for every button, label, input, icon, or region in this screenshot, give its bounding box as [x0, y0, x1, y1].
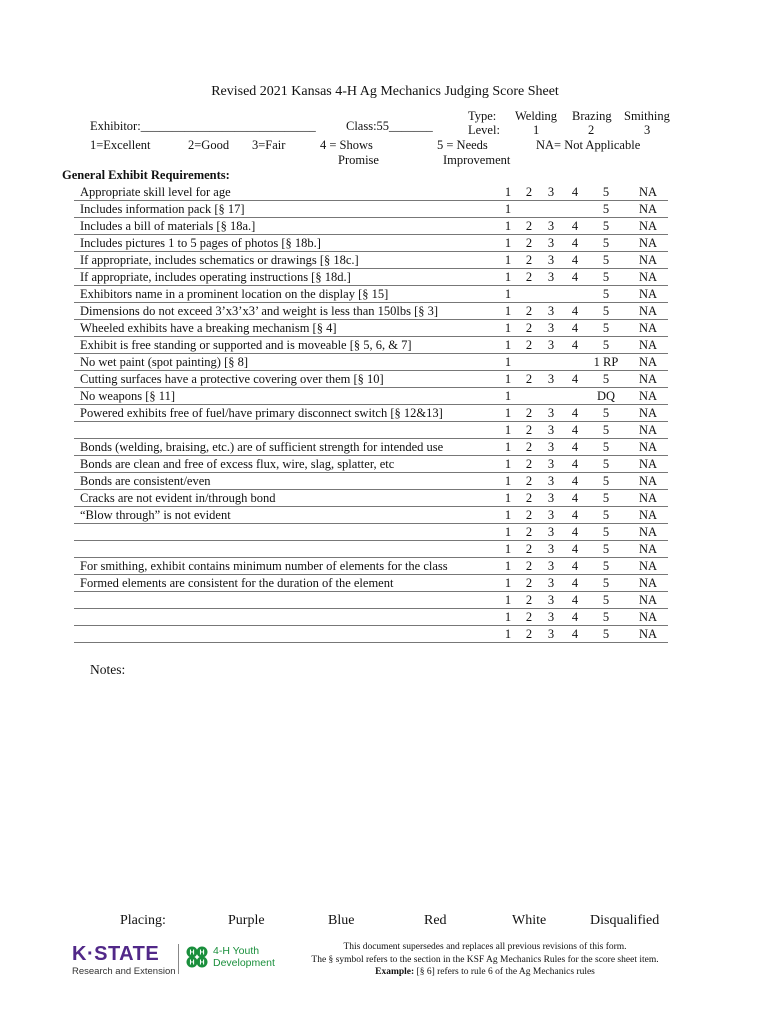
score-option: NA	[638, 338, 658, 352]
score-option: 1	[504, 338, 512, 352]
criterion-label: Powered exhibits free of fuel/have primary disconnect switch [§ 12&13]	[80, 406, 443, 420]
score-option: 5	[602, 423, 610, 437]
score-option: NA	[638, 593, 658, 607]
score-row	[74, 371, 668, 388]
score-option: 5	[602, 457, 610, 471]
score-option: 4	[571, 440, 579, 454]
score-row	[74, 405, 668, 422]
footer-text	[300, 941, 670, 979]
score-option: 5	[602, 440, 610, 454]
notes-label: Notes:	[90, 662, 126, 677]
score-option: 2	[525, 525, 533, 539]
score-option: 5	[602, 593, 610, 607]
score-option: 4	[571, 627, 579, 641]
score-option: 5	[602, 338, 610, 352]
score-option: 5	[602, 474, 610, 488]
score-option: 2	[525, 236, 533, 250]
scale-fair: 3=Fair	[252, 138, 286, 152]
score-option: NA	[638, 219, 658, 233]
criterion-label: Includes a bill of materials [§ 18a.]	[80, 219, 256, 233]
score-option: 3	[547, 508, 555, 522]
score-option: 2	[525, 474, 533, 488]
score-option: 5	[602, 270, 610, 284]
score-option: 1	[504, 406, 512, 420]
score-option: NA	[638, 474, 658, 488]
scale-excellent: 1=Excellent	[90, 138, 151, 152]
score-option: 1	[504, 593, 512, 607]
score-option: 4	[571, 406, 579, 420]
level-label: Level:	[468, 123, 500, 137]
score-option: 3	[547, 253, 555, 267]
score-option: 1	[504, 355, 512, 369]
fourh-logo-line1: 4-H Youth	[213, 945, 260, 957]
score-option: 1	[504, 525, 512, 539]
score-row	[74, 303, 668, 320]
score-option: 1	[504, 372, 512, 386]
svg-text:H: H	[199, 949, 205, 957]
score-option: 2	[525, 338, 533, 352]
score-option: NA	[638, 457, 658, 471]
score-option: 2	[525, 406, 533, 420]
criterion-label: Bonds are clean and free of excess flux, wire, slag, splatter, etc	[80, 457, 395, 471]
score-option: 5	[602, 525, 610, 539]
score-option: 3	[547, 576, 555, 590]
score-option: 1	[504, 236, 512, 250]
score-option: 5	[602, 610, 610, 624]
criterion-label: Wheeled exhibits have a breaking mechanism [§ 4]	[80, 321, 337, 335]
score-option: 1	[504, 508, 512, 522]
score-option: 5	[602, 236, 610, 250]
score-option: 2	[525, 610, 533, 624]
score-option: 5	[602, 202, 610, 216]
score-option: 3	[547, 236, 555, 250]
score-option: 2	[525, 576, 533, 590]
score-option: 2	[525, 321, 533, 335]
score-option: 4	[571, 338, 579, 352]
score-option: 4	[571, 593, 579, 607]
score-option: 1	[504, 321, 512, 335]
score-row	[74, 354, 668, 371]
score-option: 5	[602, 304, 610, 318]
footer-line1: This document supersedes and replaces all previous revisions of this form.	[343, 942, 627, 952]
score-option: 4	[571, 372, 579, 386]
score-option: 5	[602, 321, 610, 335]
kstate-logo: K·STATE	[72, 943, 160, 965]
footer-example-bold: Example:	[375, 967, 415, 977]
type-label: Type:	[468, 109, 497, 123]
score-option: 5	[602, 406, 610, 420]
footer-line3	[300, 966, 670, 979]
score-option: NA	[638, 627, 658, 641]
score-option: 4	[571, 576, 579, 590]
score-option: 2	[525, 440, 533, 454]
score-option: 1	[504, 542, 512, 556]
score-option: 5	[602, 185, 610, 199]
score-option: 4	[571, 610, 579, 624]
score-option: 1	[504, 474, 512, 488]
scale-needs-improvement-2: Improvement	[443, 153, 511, 167]
score-option: 2	[525, 270, 533, 284]
page-title: Revised 2021 Kansas 4-H Ag Mechanics Judging Score Sheet	[211, 84, 559, 99]
score-row	[74, 286, 668, 303]
scale-good: 2=Good	[188, 138, 230, 152]
placing-blue: Blue	[328, 913, 355, 928]
score-option: 3	[547, 457, 555, 471]
criterion-label: “Blow through” is not evident	[80, 508, 231, 522]
score-option: 2	[525, 185, 533, 199]
score-option: 2	[525, 508, 533, 522]
score-option: 1	[504, 270, 512, 284]
type-smithing: Smithing	[624, 109, 670, 123]
score-option: 1	[504, 287, 512, 301]
score-option: NA	[638, 355, 658, 369]
score-row	[74, 541, 668, 558]
fourh-logo-line2: Development	[213, 957, 275, 969]
criterion-label: No wet paint (spot painting) [§ 8]	[80, 355, 249, 369]
score-row	[74, 388, 668, 405]
score-option: 1	[504, 423, 512, 437]
score-option: 3	[547, 185, 555, 199]
score-option: NA	[638, 610, 658, 624]
criterion-label: If appropriate, includes operating instructions [§ 18d.]	[80, 270, 351, 284]
score-option: 4	[571, 185, 579, 199]
score-row	[74, 626, 668, 643]
score-option: NA	[638, 236, 658, 250]
level-brazing: 2	[588, 123, 595, 137]
criterion-label: Includes pictures 1 to 5 pages of photos [§ 18b.]	[80, 236, 321, 250]
score-option: 1	[504, 389, 512, 403]
score-option: 2	[525, 491, 533, 505]
svg-text:H: H	[189, 959, 195, 967]
level-smithing: 3	[644, 123, 651, 137]
score-option: 2	[525, 593, 533, 607]
score-option: 1	[504, 304, 512, 318]
class-label: Class:55_______	[346, 119, 433, 133]
score-option: 3	[547, 406, 555, 420]
score-option: 4	[571, 491, 579, 505]
score-option: 4	[571, 542, 579, 556]
score-option: 4	[571, 219, 579, 233]
score-option: NA	[638, 287, 658, 301]
section-title: General Exhibit Requirements:	[62, 168, 230, 182]
score-option: 1	[504, 627, 512, 641]
score-row	[74, 184, 668, 201]
score-option: 4	[571, 321, 579, 335]
score-option: 5	[602, 576, 610, 590]
logo-divider	[178, 944, 179, 974]
placing-white: White	[512, 913, 547, 928]
kstate-logo-subtitle: Research and Extension	[72, 966, 176, 977]
score-option: 3	[547, 593, 555, 607]
exhibitor-label: Exhibitor:____________________________	[90, 119, 316, 133]
score-option: 5	[602, 559, 610, 573]
placing-purple: Purple	[228, 913, 265, 928]
score-option: 4	[571, 559, 579, 573]
score-option: 1	[504, 559, 512, 573]
score-option: 1 RP	[593, 355, 619, 369]
score-option: 4	[571, 508, 579, 522]
score-option: 5	[602, 508, 610, 522]
score-option: 2	[525, 253, 533, 267]
level-welding: 1	[533, 123, 540, 137]
score-row	[74, 201, 668, 218]
placing-red: Red	[424, 913, 447, 928]
score-row	[74, 439, 668, 456]
score-option: 1	[504, 202, 512, 216]
score-option: 5	[602, 253, 610, 267]
score-option: 5	[602, 542, 610, 556]
score-row	[74, 422, 668, 439]
score-option: NA	[638, 185, 658, 199]
criterion-label: Formed elements are consistent for the duration of the element	[80, 576, 394, 590]
criterion-label: Appropriate skill level for age	[80, 185, 231, 199]
score-row	[74, 252, 668, 269]
criterion-label: For smithing, exhibit contains minimum number of elements for the class	[80, 559, 448, 573]
score-row	[74, 320, 668, 337]
score-option: 3	[547, 219, 555, 233]
criterion-label: Includes information pack [§ 17]	[80, 202, 245, 216]
score-option: NA	[638, 270, 658, 284]
scale-shows-promise-2: Promise	[338, 153, 379, 167]
score-option: 4	[571, 525, 579, 539]
score-option: 3	[547, 270, 555, 284]
score-option: 2	[525, 542, 533, 556]
score-option: NA	[638, 440, 658, 454]
score-option: 2	[525, 457, 533, 471]
score-row	[74, 235, 668, 252]
score-option: 4	[571, 423, 579, 437]
footer-line2: The § symbol refers to the section in the KSF Ag Mechanics Rules for the score sheet item.	[311, 954, 659, 965]
score-row	[74, 337, 668, 354]
score-option: NA	[638, 508, 658, 522]
score-row	[74, 456, 668, 473]
criterion-label: Dimensions do not exceed 3’x3’x3’ and weight is less than 150lbs [§ 3]	[80, 304, 439, 318]
score-option: 4	[571, 270, 579, 284]
score-option: 3	[547, 321, 555, 335]
criterion-label: Exhibitors name in a prominent location on the display [§ 15]	[80, 287, 389, 301]
score-row	[74, 575, 668, 592]
score-option: NA	[638, 372, 658, 386]
criterion-label: Bonds (welding, braising, etc.) are of sufficient strength for intended use	[80, 440, 444, 454]
score-option: 3	[547, 491, 555, 505]
score-option: 5	[602, 627, 610, 641]
criterion-label: Cutting surfaces have a protective covering over them [§ 10]	[80, 372, 384, 386]
score-option: NA	[638, 491, 658, 505]
score-option: 3	[547, 338, 555, 352]
svg-text:H: H	[199, 959, 205, 967]
criterion-label: No weapons [§ 11]	[80, 389, 176, 403]
score-option: NA	[638, 389, 658, 403]
score-option: NA	[638, 559, 658, 573]
score-option: 2	[525, 219, 533, 233]
score-option: NA	[638, 525, 658, 539]
score-row	[74, 558, 668, 575]
score-option: 4	[571, 253, 579, 267]
svg-text:H: H	[189, 949, 195, 957]
placing-disqualified: Disqualified	[590, 913, 660, 928]
type-welding: Welding	[515, 109, 558, 123]
score-option: 3	[547, 423, 555, 437]
score-row	[74, 507, 668, 524]
scale-needs-improvement: 5 = Needs	[437, 138, 488, 152]
score-row	[74, 609, 668, 626]
score-option: NA	[638, 406, 658, 420]
score-row	[74, 524, 668, 541]
score-option: 4	[571, 457, 579, 471]
criterion-label: Exhibit is free standing or supported and is moveable [§ 5, 6, & 7]	[80, 338, 412, 352]
fourh-logo-text	[213, 945, 275, 969]
score-option: 4	[571, 236, 579, 250]
score-option: NA	[638, 321, 658, 335]
criterion-label: Cracks are not evident in/through bond	[80, 491, 276, 505]
score-option: 3	[547, 474, 555, 488]
score-row	[74, 490, 668, 507]
score-option: 2	[525, 304, 533, 318]
score-option: 2	[525, 559, 533, 573]
score-option: NA	[638, 542, 658, 556]
score-option: 2	[525, 372, 533, 386]
criterion-label: Bonds are consistent/even	[80, 474, 211, 488]
score-option: NA	[638, 253, 658, 267]
score-option: NA	[638, 304, 658, 318]
score-option: 3	[547, 525, 555, 539]
score-option: 4	[571, 304, 579, 318]
scale-not-applicable: NA= Not Applicable	[536, 138, 641, 152]
clover-icon	[184, 944, 210, 970]
score-option: 4	[571, 474, 579, 488]
score-option: 3	[547, 440, 555, 454]
score-option: 1	[504, 457, 512, 471]
score-option: 1	[504, 576, 512, 590]
criterion-label: If appropriate, includes schematics or drawings [§ 18c.]	[80, 253, 359, 267]
score-option: 5	[602, 491, 610, 505]
score-option: 1	[504, 491, 512, 505]
score-option: NA	[638, 423, 658, 437]
score-option: 3	[547, 304, 555, 318]
score-option: NA	[638, 576, 658, 590]
score-option: 2	[525, 423, 533, 437]
score-option: 3	[547, 610, 555, 624]
type-brazing: Brazing	[572, 109, 612, 123]
score-option: 5	[602, 287, 610, 301]
score-option: 3	[547, 372, 555, 386]
score-option: NA	[638, 202, 658, 216]
score-option: 1	[504, 219, 512, 233]
score-option: 3	[547, 542, 555, 556]
score-row	[74, 269, 668, 286]
footer-example-text: [§ 6] refers to rule 6 of the Ag Mechanics rules	[414, 967, 595, 977]
score-option: 1	[504, 610, 512, 624]
score-option: 2	[525, 627, 533, 641]
score-option: 5	[602, 372, 610, 386]
score-option: 3	[547, 627, 555, 641]
score-option: 1	[504, 185, 512, 199]
score-option: 1	[504, 440, 512, 454]
score-row	[74, 592, 668, 609]
score-option: 5	[602, 219, 610, 233]
score-option: 3	[547, 559, 555, 573]
placing-label: Placing:	[120, 913, 166, 928]
score-option: 1	[504, 253, 512, 267]
score-option: DQ	[596, 389, 616, 403]
score-row	[74, 473, 668, 490]
scale-shows-promise: 4 = Shows	[320, 138, 373, 152]
score-row	[74, 218, 668, 235]
